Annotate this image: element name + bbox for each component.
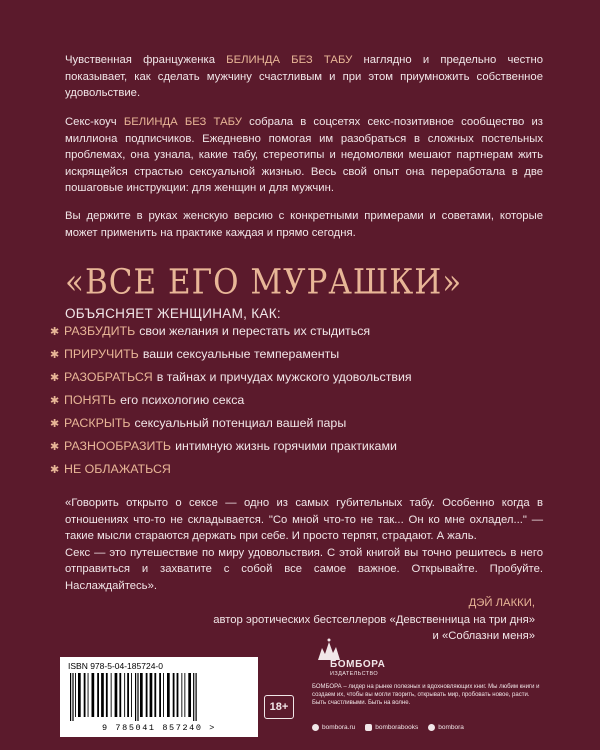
social-label: bombora.ru: [322, 724, 356, 731]
intro-p1-before: Чувственная француженка: [65, 54, 227, 66]
star-icon: ✱: [50, 417, 60, 430]
intro-p2-before: Секс-коуч: [65, 116, 124, 128]
benefit-text: его психологию секса: [120, 393, 245, 407]
barcode: [60, 657, 258, 737]
social-link[interactable]: [312, 724, 355, 731]
publisher-subtitle: ИЗДАТЕЛЬСТВО: [330, 671, 379, 677]
benefit-item: [50, 414, 346, 432]
benefit-item: [50, 322, 370, 340]
star-icon: ✱: [50, 440, 60, 453]
barcode-bars: [68, 673, 250, 721]
star-icon: ✱: [50, 371, 60, 384]
benefit-text: сексуальный потенциал вашей пары: [134, 416, 347, 430]
benefit-item: [50, 460, 175, 478]
author-highlight: БЕЛИНДА БЕЗ ТАБУ: [123, 116, 242, 128]
social-label: bomborabooks: [375, 724, 419, 731]
benefit-key: РАЗНООБРАЗИТЬ: [64, 439, 172, 453]
intro-paragraph-2: [65, 114, 543, 197]
quote-author-credit: и «Соблазни меня»: [432, 630, 535, 642]
star-icon: ✱: [50, 463, 60, 476]
benefit-text: интимную жизнь горячими практиками: [175, 439, 397, 453]
star-icon: ✱: [50, 325, 60, 338]
isbn-number: ISBN 978-5-04-185724-0: [68, 661, 163, 671]
vk-icon: [365, 724, 372, 731]
benefit-key: РАСКРЫТЬ: [64, 416, 131, 430]
star-icon: ✱: [50, 348, 60, 361]
publisher-name: БОМБОРА: [330, 659, 386, 670]
benefit-text: свои желания и перестать их стыдиться: [139, 324, 371, 338]
benefit-item: [50, 391, 244, 409]
review-quote: [65, 495, 543, 594]
intro-p1-after: наглядно и предельно честно показывает, как сделать мужчину счастливым и при этом приумножить собственное удовольствие.: [65, 54, 543, 99]
benefit-text: в тайнах и причудах мужского удовольствия: [156, 370, 412, 384]
quote-author: ДЭЙ ЛАККИ,: [468, 597, 535, 609]
social-label: bombora: [438, 724, 464, 731]
intro-paragraph-3: Вы держите в руках женскую версию с конкретными примерами и советами, которые может применить на практике каждая и прямо сегодня.: [65, 210, 543, 239]
star-icon: ✱: [50, 394, 60, 407]
book-title: «ВСЕ ЕГО МУРАШКИ»: [65, 262, 463, 303]
social-link[interactable]: [428, 724, 464, 731]
benefit-item: [50, 368, 412, 386]
social-link[interactable]: [365, 724, 418, 731]
benefit-key: РАЗБУДИТЬ: [64, 324, 136, 338]
globe-icon: [312, 724, 319, 731]
quote-author-credit: автор эротических бестселлеров «Девственница на три дня»: [213, 614, 535, 626]
benefit-key: НЕ ОБЛАЖАТЬСЯ: [64, 462, 171, 476]
quote-paragraph-2: Секс — это путешествие по миру удовольствия. С этой книгой вы точно решитесь в него отправиться и захватите с собой все самое важное. Открывайте. Пробуйте. Наслаждайтесь».: [65, 546, 543, 592]
quote-paragraph-1: «Говорить открыто о сексе — одно из самых губительных табу. Особенно когда в отношениях что-то не складывается. "Со мной что-то не так... Он ко мне охладел..." — такие мысли стараются держать при себе. И просто терпят, страдают. А жаль.: [65, 497, 543, 542]
age-rating-badge: 18+: [264, 695, 294, 719]
benefit-key: ПРИРУЧИТЬ: [64, 347, 139, 361]
intro-paragraph-1: [65, 52, 543, 102]
publisher-socials: [312, 724, 464, 731]
intro-p2-after: собрала в соцсетях секс-позитивное сообщество из миллиона подписчиков. Ежедневно помогая им разобраться в сложных постельных проблемах, она узнала, какие табу, стереотипы и недомолвки мешают партнерам жить искрящейся страстью сексуальной жизнью. Весь свой опыт она переработала в две пошаговые инструкции: для женщин и для мужчин.: [65, 116, 543, 194]
benefit-key: РАЗОБРАТЬСЯ: [64, 370, 153, 384]
telegram-icon: [428, 724, 435, 731]
benefit-item: [50, 437, 397, 455]
barcode-digits: 9 785041 857240 >: [102, 723, 216, 733]
explains-heading: ОБЪЯСНЯЕТ ЖЕНЩИНАМ, КАК:: [65, 306, 281, 321]
author-highlight: БЕЛИНДА БЕЗ ТАБУ: [226, 54, 353, 66]
publisher-description: БОМБОРА – лидер на рынке полезных и вдохновляющих книг. Мы любим книги и создаем их, чтобы вы могли творить, открывать мир, пробовать новое, расти. Быть счастливыми. Быть на волне.: [312, 684, 540, 706]
benefit-text: ваши сексуальные темпераменты: [142, 347, 340, 361]
benefit-key: ПОНЯТЬ: [64, 393, 117, 407]
benefit-item: [50, 345, 339, 363]
